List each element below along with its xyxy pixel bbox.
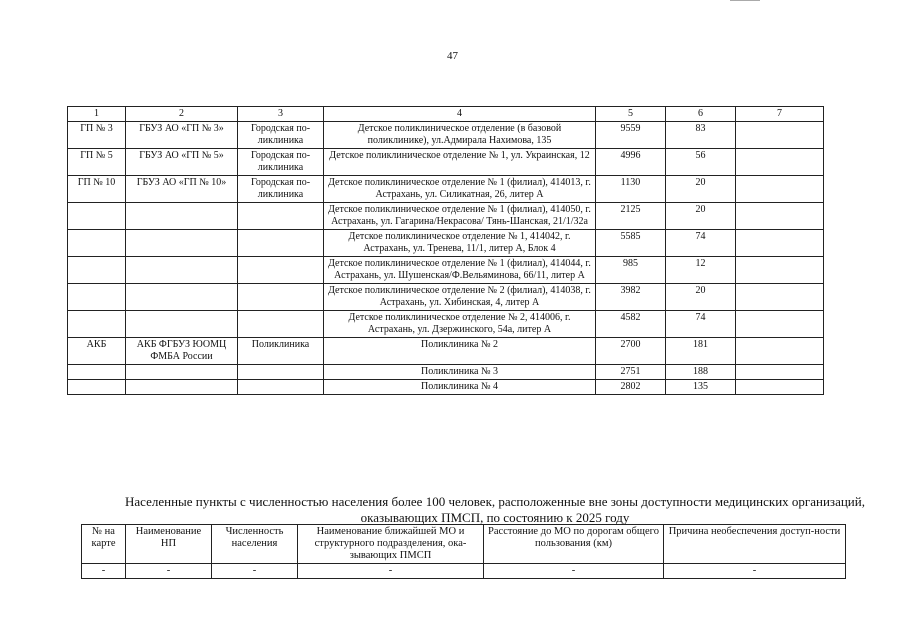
table-cell: 56 xyxy=(666,149,736,176)
table-cell xyxy=(126,257,238,284)
table-cell: 74 xyxy=(666,230,736,257)
table-cell xyxy=(126,311,238,338)
table-cell: 135 xyxy=(666,380,736,395)
table-cell xyxy=(238,257,324,284)
header-cell: Наименование ближайшей МО и структурного подразделения, ока-зывающих ПМСП xyxy=(298,525,484,564)
table-row xyxy=(68,284,824,311)
table-cell: 12 xyxy=(666,257,736,284)
table-cell: Поликлиника № 2 xyxy=(324,338,596,365)
table-cell: 985 xyxy=(596,257,666,284)
table-cell: Детское поликлиническое отделение (в базовой поликлинике), ул.Адмирала Нахимова, 135 xyxy=(324,122,596,149)
header-cell: Причина необеспечения доступ-ности xyxy=(664,525,846,564)
table-cell: ГП № 5 xyxy=(68,149,126,176)
page-number: 47 xyxy=(447,50,458,62)
table-cell xyxy=(238,230,324,257)
table-cell: Поликлиника xyxy=(238,338,324,365)
table-cell: АКБ xyxy=(68,338,126,365)
table-cell xyxy=(126,380,238,395)
header-cell: 3 xyxy=(238,107,324,122)
table-cell: Поликлиника № 4 xyxy=(324,380,596,395)
table-cell: 188 xyxy=(666,365,736,380)
table-cell xyxy=(126,365,238,380)
table-cell xyxy=(238,311,324,338)
table-cell xyxy=(68,257,126,284)
header-cell: № на карте xyxy=(82,525,126,564)
table-cell xyxy=(126,230,238,257)
table-cell: - xyxy=(664,564,846,579)
header-cell: 1 xyxy=(68,107,126,122)
table-cell: Детское поликлиническое отделение № 1, ул. Украинская, 12 xyxy=(324,149,596,176)
table-row xyxy=(68,380,824,395)
table-cell: ГБУЗ АО «ГП № 10» xyxy=(126,176,238,203)
table-cell xyxy=(736,203,824,230)
table-cell xyxy=(238,365,324,380)
table-cell: 2751 xyxy=(596,365,666,380)
table-cell: 4996 xyxy=(596,149,666,176)
table-cell xyxy=(736,380,824,395)
table-cell xyxy=(736,257,824,284)
table-cell: - xyxy=(484,564,664,579)
table-cell xyxy=(68,230,126,257)
header-cell: Наименование НП xyxy=(126,525,212,564)
table-cell: 83 xyxy=(666,122,736,149)
table-cell: 181 xyxy=(666,338,736,365)
header-cell: 5 xyxy=(596,107,666,122)
table-cell: АКБ ФГБУЗ ЮОМЦ ФМБА России xyxy=(126,338,238,365)
table-cell: ГП № 10 xyxy=(68,176,126,203)
polyclinic-table xyxy=(67,106,824,395)
header-cell: 2 xyxy=(126,107,238,122)
table-cell xyxy=(736,176,824,203)
table-cell: - xyxy=(126,564,212,579)
header-cell: 7 xyxy=(736,107,824,122)
table-row xyxy=(68,149,824,176)
table-header-row xyxy=(82,525,846,564)
table-cell xyxy=(68,311,126,338)
table-cell xyxy=(736,122,824,149)
table-cell: Городская по-ликлиника xyxy=(238,176,324,203)
section-title: Населенные пункты с численностью населения более 100 человек, расположенные вне зоны доступности медицинских организаций, оказывающих ПМСП, по состоянию к 2025 году xyxy=(125,494,865,525)
table-cell: 9559 xyxy=(596,122,666,149)
table-cell: 20 xyxy=(666,284,736,311)
table-cell xyxy=(736,365,824,380)
settlements-table xyxy=(81,524,846,579)
table-cell xyxy=(126,203,238,230)
table-cell xyxy=(68,365,126,380)
table-cell xyxy=(736,311,824,338)
table-cell xyxy=(238,203,324,230)
table-cell: Детское поликлиническое отделение № 1 (филиал), 414044, г. Астрахань, ул. Шушенская/Ф.Вельяминова, 66/11, литер А xyxy=(324,257,596,284)
table-cell xyxy=(736,284,824,311)
table-cell: 20 xyxy=(666,203,736,230)
table-cell: ГП № 3 xyxy=(68,122,126,149)
table-cell: 2802 xyxy=(596,380,666,395)
table-cell: 2700 xyxy=(596,338,666,365)
table-cell xyxy=(68,284,126,311)
header-cell: 6 xyxy=(666,107,736,122)
table-cell: Детское поликлиническое отделение № 1, 414042, г. Астрахань, ул. Тренева, 11/1, литер А, Блок 4 xyxy=(324,230,596,257)
table-cell: Детское поликлиническое отделение № 2, 414006, г. Астрахань, ул. Дзержинского, 54а, литер А xyxy=(324,311,596,338)
header-cell: 4 xyxy=(324,107,596,122)
table-row xyxy=(68,230,824,257)
table-cell xyxy=(736,149,824,176)
table-cell: 74 xyxy=(666,311,736,338)
table-row xyxy=(68,365,824,380)
table-row xyxy=(68,122,824,149)
table-row xyxy=(68,257,824,284)
table-cell: Городская по-ликлиника xyxy=(238,149,324,176)
table-row xyxy=(68,176,824,203)
table-cell xyxy=(126,284,238,311)
table-cell xyxy=(736,338,824,365)
header-cell: Численность населения xyxy=(212,525,298,564)
table-cell xyxy=(238,380,324,395)
table-row xyxy=(82,564,846,579)
table-cell: - xyxy=(212,564,298,579)
table-row xyxy=(68,203,824,230)
table-cell: ГБУЗ АО «ГП № 3» xyxy=(126,122,238,149)
table-cell: Городская по-ликлиника xyxy=(238,122,324,149)
table-header-row xyxy=(68,107,824,122)
table-cell: Детское поликлиническое отделение № 1 (филиал), 414013, г. Астрахань, ул. Силикатная, 26, литер А xyxy=(324,176,596,203)
table-cell: 4582 xyxy=(596,311,666,338)
table-cell: - xyxy=(82,564,126,579)
table-cell: 2125 xyxy=(596,203,666,230)
table-cell: 1130 xyxy=(596,176,666,203)
table-cell: Поликлиника № 3 xyxy=(324,365,596,380)
table-cell: Детское поликлиническое отделение № 1 (филиал), 414050, г. Астрахань, ул. Гагарина/Некрасова/ Тянь-Шанская, 21/1/32а xyxy=(324,203,596,230)
table-cell: 5585 xyxy=(596,230,666,257)
table-cell: Детское поликлиническое отделение № 2 (филиал), 414038, г. Астрахань, ул. Хибинская, 4, литер А xyxy=(324,284,596,311)
table-cell: ГБУЗ АО «ГП № 5» xyxy=(126,149,238,176)
table-cell: 3982 xyxy=(596,284,666,311)
table-cell xyxy=(736,230,824,257)
header-cell: Расстояние до МО по дорогам общего пользования (км) xyxy=(484,525,664,564)
table-row xyxy=(68,311,824,338)
table-cell xyxy=(68,203,126,230)
table-cell: - xyxy=(298,564,484,579)
table-cell xyxy=(238,284,324,311)
table-row xyxy=(68,338,824,365)
table-cell xyxy=(68,380,126,395)
table-cell: 20 xyxy=(666,176,736,203)
scan-mark xyxy=(730,0,760,3)
